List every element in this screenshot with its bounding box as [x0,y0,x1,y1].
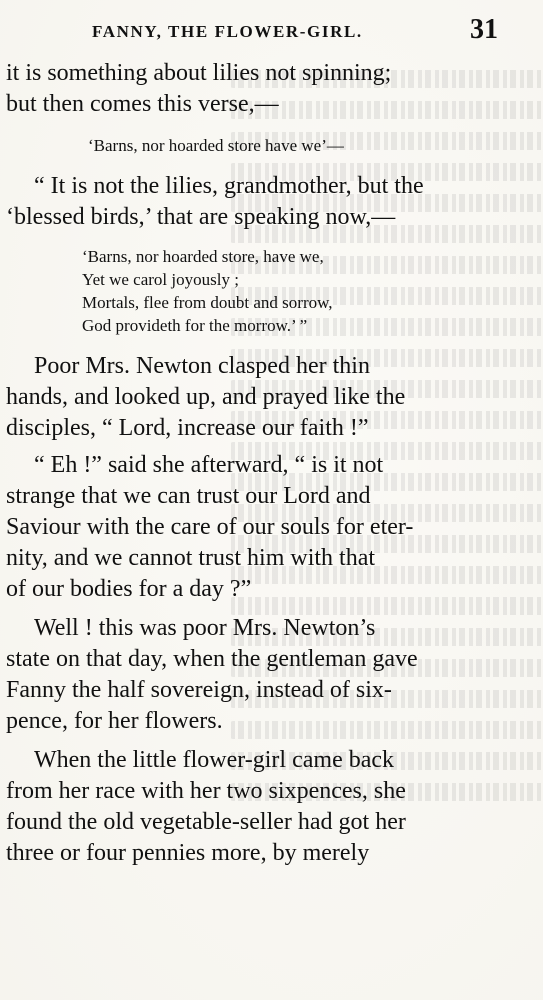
text-line: from her race with her two sixpences, she [6,778,406,804]
text-line: Fanny the half sovereign, instead of six- [6,677,392,703]
paragraph-6 [6,745,502,869]
text-line: Well ! this was poor Mrs. Newton’s [34,615,376,641]
paragraph-4 [6,450,502,605]
verse-line: Yet we carol joyously ; [82,270,239,289]
text-line: nity, and we cannot trust him with that [6,545,376,571]
paragraph-1 [6,58,502,120]
paragraph-5 [6,613,502,737]
text-line: Saviour with the care of our souls for eter- [6,514,414,540]
text-line: “ It is not the lilies, grandmother, but the [34,173,424,199]
text-line: state on that day, when the gentleman gave [6,646,418,672]
text-line: of our bodies for a day ?” [6,576,252,602]
verse-line: ‘Barns, nor hoarded store have we’— [88,136,344,155]
page-body [6,58,502,869]
text-line: found the old vegetable-seller had got her [6,809,406,835]
text-line: it is something about lilies not spinning; [6,60,392,86]
text-line: “ Eh !” said she afterward, “ is it not [34,452,384,478]
page-header [0,16,543,56]
verse-line: Mortals, flee from doubt and sorrow, [82,293,333,312]
verse-quote-2 [6,245,502,337]
text-line: three or four pennies more, by merely [6,840,370,866]
paragraph-3 [6,351,502,444]
text-line: When the little flower-girl came back [34,747,395,773]
text-line: ‘blessed birds,’ that are speaking now,— [6,204,396,230]
text-line: Poor Mrs. Newton clasped her thin [34,353,370,379]
running-head: FANNY, THE FLOWER-GIRL. [92,22,363,41]
verse-line: ‘Barns, nor hoarded store, have we, [82,247,324,266]
verse-quote-1 [6,134,502,157]
text-line: pence, for her flowers. [6,708,223,734]
page-number: 31 [470,14,498,45]
verse-line: God provideth for the morrow.’ ” [82,316,308,335]
text-line: disciples, “ Lord, increase our faith !” [6,415,369,441]
text-line: but then comes this verse,— [6,91,279,117]
text-line: hands, and looked up, and prayed like the [6,384,406,410]
paragraph-2 [6,171,502,233]
text-line: strange that we can trust our Lord and [6,483,371,509]
